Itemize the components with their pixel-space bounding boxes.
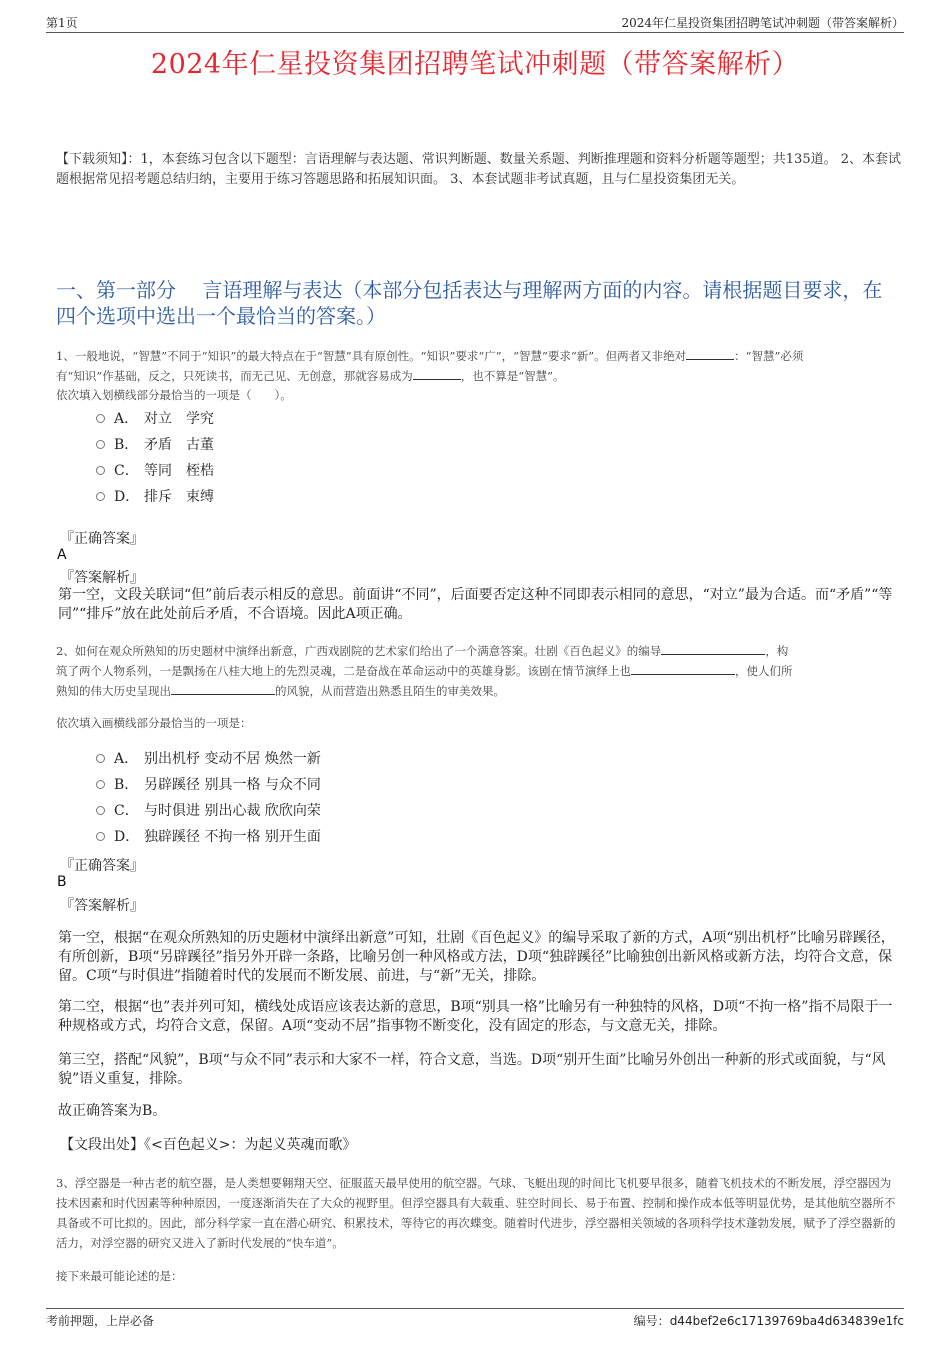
analysis-paragraph-2: 第二空，根据“也”表并列可知，横线处成语应该表达新的意思，B项“别具一格”比喻另有一种独特的风格，D项“不拘一格”指不局限于一种规格或方式，均符合文意，保留。A项“变动不居”指事物不断变化，没有固定的形态，与文意无关，排除。 [58,999,893,1034]
header-doc-title: 2024年仁星投资集团招聘笔试冲刺题（带答案解析） [621,16,904,30]
fill-blank [661,641,765,655]
radio-icon[interactable] [96,492,105,501]
analysis-label: 『答案解析』 [60,898,144,914]
radio-icon[interactable] [96,466,105,475]
footer-divider [46,1308,904,1309]
download-notice: 【下载须知】：1，本套练习包含以下题型：言语理解与表达题、常识判断题、数量关系题、判断推理题和资料分析题等题型；共135道。 2、本套试题根据常见招考题总结归纳，主要用于练习答题思路和拓展知识面。 3、本套试题非考试真题，且与仁星投资集团无关。 [56,152,901,187]
fill-blank [171,681,275,695]
radio-icon[interactable] [96,414,105,423]
answer-analysis: 第一空，文段关联词“但”前后表示相反的意思。前面讲“不同”，后面要否定这种不同即表示相同的意思，“对立”最为合适。而“矛盾”“等同”“排斥”放在此处前后矛盾，不合语境。因此A项正确。 [58,587,893,622]
analysis-label: 『答案解析』 [60,570,144,586]
footer-slogan: 考前押题，上岸必备 [46,1314,155,1328]
footer-code: 编号：d44bef2e6c17139769ba4d634839e1fc [633,1314,904,1328]
analysis-conclusion: 故正确答案为B。 [58,1103,167,1119]
page-title: 2024年仁星投资集团招聘笔试冲刺题（带答案解析） [150,49,800,80]
page-number: 第1页 [46,16,78,30]
radio-icon[interactable] [96,806,105,815]
correct-answer: B [57,874,67,890]
fill-blank [631,661,735,675]
passage-source: 【文段出处】《<百色起义>：为起义英魂而歌》 [60,1137,357,1153]
section-title: 一、第一部分 言语理解与表达（本部分包括表达与理解两方面的内容。请根据题目要求，在四个选项中选出一个最恰当的答案。） [56,278,883,328]
analysis-paragraph-3: 第三空，搭配“风貌”，B项“与众不同”表示和大家不一样，符合文意，当选。D项“别开生面”比喻另外创出一种新的形式或面貌，与“风貌”语义重复，排除。 [58,1052,886,1087]
radio-icon[interactable] [96,780,105,789]
question-3-prompt: 接下来最可能论述的是： [56,1269,183,1283]
question-1-stem: 1、一般地说，“智慧”不同于“知识”的最大特点在于“智慧”具有原创性。“知识”要求“广”，“智慧”要求“新”。但两者又非绝对 ：“智慧”必须 有“知识”作基础，反之，只死读书，而无己见、无创意，那就容易成为 ，也不算是“智慧”。 依次填入划横线部分最恰当的一项是（ ）。 [56,346,902,405]
question-3-stem: 3、浮空器是一种古老的航空器，是人类想要翱翔天空、征服蓝天最早使用的航空器。气球、飞艇出现的时间比飞机要早很多，随着飞机技术的不断发展，浮空器因为技术因素和时代因素等种种原因，一度逐渐消失在了大众的视野里。但浮空器具有大载重、驻空时间长、易于布置、控制和操作成本低等明显优势，是其他航空器所不具备或不可比拟的。因此，部分科学家一直在潜心研究、积累技术，等待它的再次蝶变。随着时代进步，浮空器相关领域的各项科学技术蓬勃发展，赋予了浮空器新的活力，对浮空器的研究又进入了新时代发展的“快车道”。 [56,1176,896,1250]
question-2-stem: 2、如何在观众所熟知的历史题材中演绎出新意，广西戏剧院的艺术家们给出了一个满意答案。壮剧《百色起义》的编导 ，构 筑了两个人物系列，一是飘扬在八桂大地上的先烈灵魂，二是奋战在革命运动中的英雄身影。该剧在情节演绎上也 ，使人们所 熟知的伟大历史呈现出 的风貌，从而营造出熟悉且陌生的审美效果。 [56,641,902,701]
header-divider [46,32,904,33]
radio-icon[interactable] [96,440,105,449]
page-header [46,14,904,32]
radio-icon[interactable] [96,754,105,763]
correct-answer: A [57,547,67,563]
analysis-paragraph-1: 第一空，根据“在观众所熟知的历史题材中演绎出新意”可知，壮剧《百色起义》的编导采取了新的方式，A项“别出机杼”比喻另辟蹊径，有所创新，B项“另辟蹊径”指另外开辟一条路，比喻另创一种风格或方法，D项“独辟蹊径”比喻独创出新风格或新方法，均符合文意，保留。C项“与时俱进”指随着时代的发展而不断发展、前进，与“新”无关，排除。 [58,930,895,984]
question-1-prompt: 依次填入划横线部分最恰当的一项是（ ）。 [56,388,292,402]
fill-blank [686,346,734,360]
fill-blank [413,366,461,380]
radio-icon[interactable] [96,832,105,841]
answer-label: 『正确答案』 [60,858,144,874]
question-2-prompt: 依次填入画横线部分最恰当的一项是： [56,716,252,730]
answer-label: 『正确答案』 [60,531,144,547]
